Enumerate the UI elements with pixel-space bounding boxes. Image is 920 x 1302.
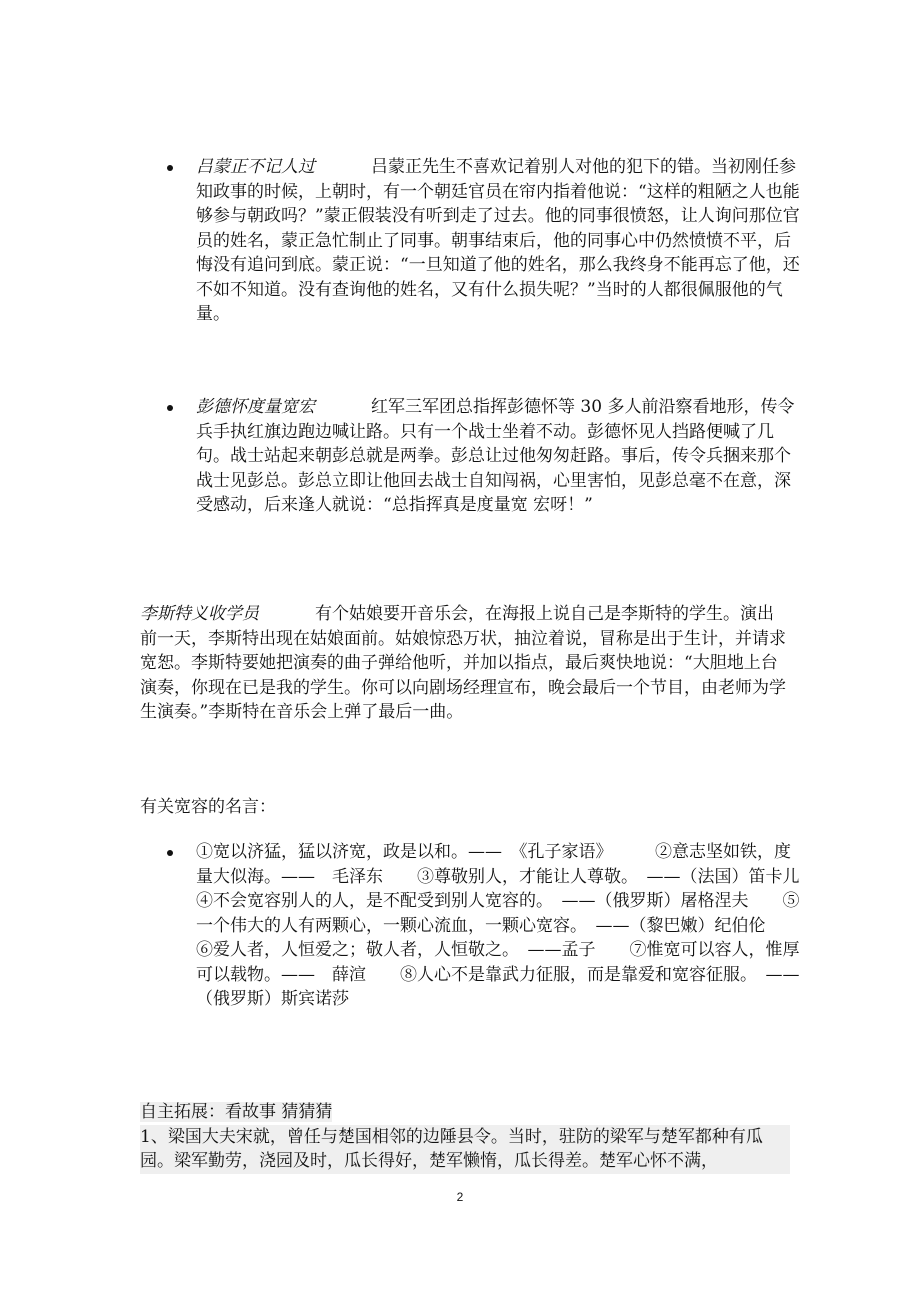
bullet-icon: [167, 405, 173, 411]
story-title: 彭德怀度量宽宏: [196, 397, 315, 417]
story-title: 李斯特义收学员: [140, 604, 259, 624]
extension-section: [140, 1100, 790, 1174]
page-number: 2: [456, 1190, 464, 1204]
story-text: 有个姑娘要开音乐会，在海报上说自己是李斯特的学生。演出前一天，李斯特出现在姑娘面前。姑娘惊恐万状，抽泣着说，冒称是出于生计，并请求宽恕。李斯特要她把演奏的曲子弹给他听，并加以指点，最后爽快地说：“大胆地上台演奏，你现在已是我的学生。你可以向剧场经理宣布，晚会最后一个节目，由老师为学生演奏。”李斯特在音乐会上弹了最后一曲。: [140, 604, 786, 722]
extension-text: 1、梁国大夫宋就，曾任与楚国相邻的边陲县令。当时，驻防的梁军与楚军都种有瓜园。梁军勤劳，浇园及时，瓜长得好，楚军懒惰，瓜长得差。楚军心怀不满，: [140, 1125, 790, 1174]
story-text: 吕蒙正先生不喜欢记着别人对他的犯下的错。当初刚任参知政事的时候，上朝时，有一个朝廷官员在帘内指着他说：“这样的粗陋之人也能够参与朝政吗？”蒙正假装没有听到走了过去。他的同事很愤怒，让人询问那位官员的姓名，蒙正急忙制止了同事。朝事结束后，他的同事心中仍然愤愤不平，后悔没有追问到底。蒙正说：“一旦知道了他的姓名，那么我终身不能再忘了他，还不如不知道。没有查询他的姓名，又有什么损失呢？”当时的人都很佩服他的气量。: [196, 157, 800, 324]
quotes-heading: 有关宽容的名言：: [140, 797, 276, 817]
extension-heading: 自主拓展：看故事 猜猜猜: [140, 1102, 333, 1122]
quotes-text: ①宽以济猛，猛以济宽，政是以和。—— 《孔子家语》 ②意志坚如铁，度量大似海。—— 毛泽东 ③尊敬别人，才能让人尊敬。 ——（法国）笛卡儿 ④不会宽容别人的人，是不配受到别人宽容的。 ——（俄罗斯）屠格涅夫 ⑤一个伟大的人有两颗心，一颗心流血，一颗心宽容。 ——（黎巴嫩）纪伯伦 ⑥爱人者，人恒爱之；敬人者，人恒敬之。 ——孟子 ⑦惟宽可以容人，惟厚可以载物。—— 薛渲 ⑧人心不是靠武力征服，而是靠爱和宽容征服。 ——（俄罗斯）斯宾诺莎: [196, 842, 834, 1009]
story-text: 红军三军团总指挥彭德怀等 30 多人前沿察看地形，传令兵手执红旗边跑边喊让路。只有一个战士坐着不动。彭德怀见人挡路便喊了几句。战士站起来朝彭总就是两拳。彭总让过他匆匆赶路。事后，传令兵捆来那个战士见彭总。彭总立即让他回去战士自知闯祸，心里害怕，见彭总毫不在意，深受感动，后来逢人就说：“总指挥真是度量宽 宏呀！”: [196, 397, 795, 515]
story-liszt: [140, 602, 790, 725]
bullet-icon: [167, 850, 173, 856]
quotes-list: [196, 840, 834, 1012]
story-title: 吕蒙正不记人过: [196, 157, 315, 177]
story-peng-dehuai: [196, 395, 800, 518]
story-lv-mengzheng: [196, 155, 800, 327]
bullet-icon: [167, 165, 173, 171]
